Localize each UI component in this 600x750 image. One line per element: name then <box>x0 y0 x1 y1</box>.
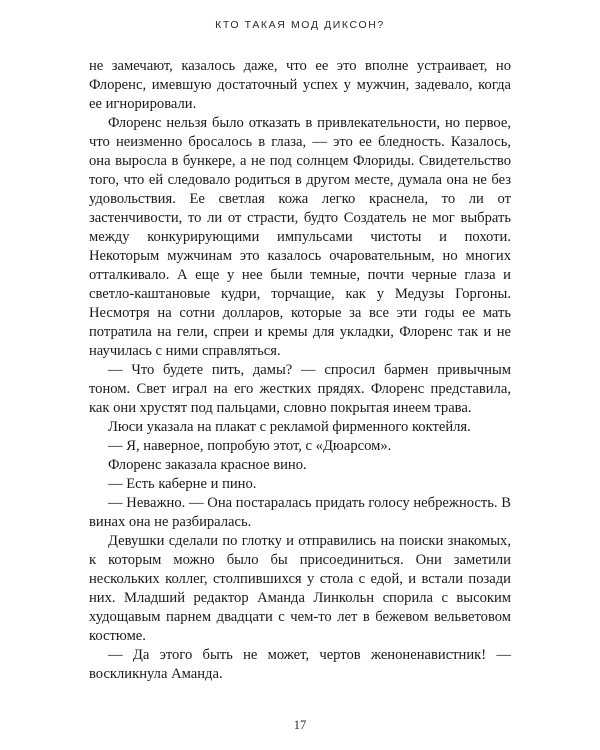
paragraph: Флоренс нельзя было отказать в привлекательности, но первое, что неизменно бросалось в глаза, — это ее бледность. Казалось, она выросла в бункере, а не под солнцем Флориды. Свидетельство того, что ей следовало родиться в другом месте, думала она не без удовольствия. Ее светлая кожа легко краснела, то ли от застенчивости, то ли от страсти, будто Создатель не мог выбрать между конкурирующими импульсами чистоты и похоти. Некоторым мужчинам это казалось очаровательным, но многих отталкивало. А еще у нее были темные, почти черные глаза и светло-каштановые кудри, торчащие, как у Медузы Горгоны. Несмотря на сотни долларов, которые за все эти годы ее мать потратила на гели, спреи и кремы для укладки, Флоренс так и не научилась с ними справляться. <box>89 115 511 359</box>
paragraph-continuation: не замечают, казалось даже, что ее это вполне устраивает, но Флоренс, имевшую достаточный успех у мужчин, задевало, когда ее игнорировали. <box>89 58 511 112</box>
paragraph-dialogue: — Что будете пить, дамы? — спросил бармен привычным тоном. Свет играл на его жестких прядях. Флоренс представила, как они хрустят под пальцами, словно покрытая инеем трава. <box>89 362 511 416</box>
running-header: КТО ТАКАЯ МОД ДИКСОН? <box>215 19 385 31</box>
paragraph: Люси указала на плакат с рекламой фирменного коктейля. <box>108 419 471 435</box>
paragraph-dialogue: — Я, наверное, попробую этот, с «Дюарсом». <box>108 438 392 454</box>
body-text <box>89 57 511 684</box>
paragraph-dialogue: — Неважно. — Она постаралась придать голосу небрежность. В винах она не разбиралась. <box>89 495 511 530</box>
paragraph-dialogue: — Есть каберне и пино. <box>108 476 257 492</box>
paragraph: Девушки сделали по глотку и отправились на поиски знакомых, к которым можно было бы присоединиться. Они заметили нескольких коллег, столпившихся у стола с едой, и встали позади них. Младший редактор Аманда Линкольн спорила с высоким худощавым парнем двадцати с чем-то лет в бежевом вельветовом костюме. <box>89 533 511 644</box>
paragraph: Флоренс заказала красное вино. <box>108 457 307 473</box>
page-number: 17 <box>293 718 307 732</box>
paragraph-dialogue: — Да этого быть не может, чертов женоненавистник! — воскликнула Аманда. <box>89 647 511 682</box>
